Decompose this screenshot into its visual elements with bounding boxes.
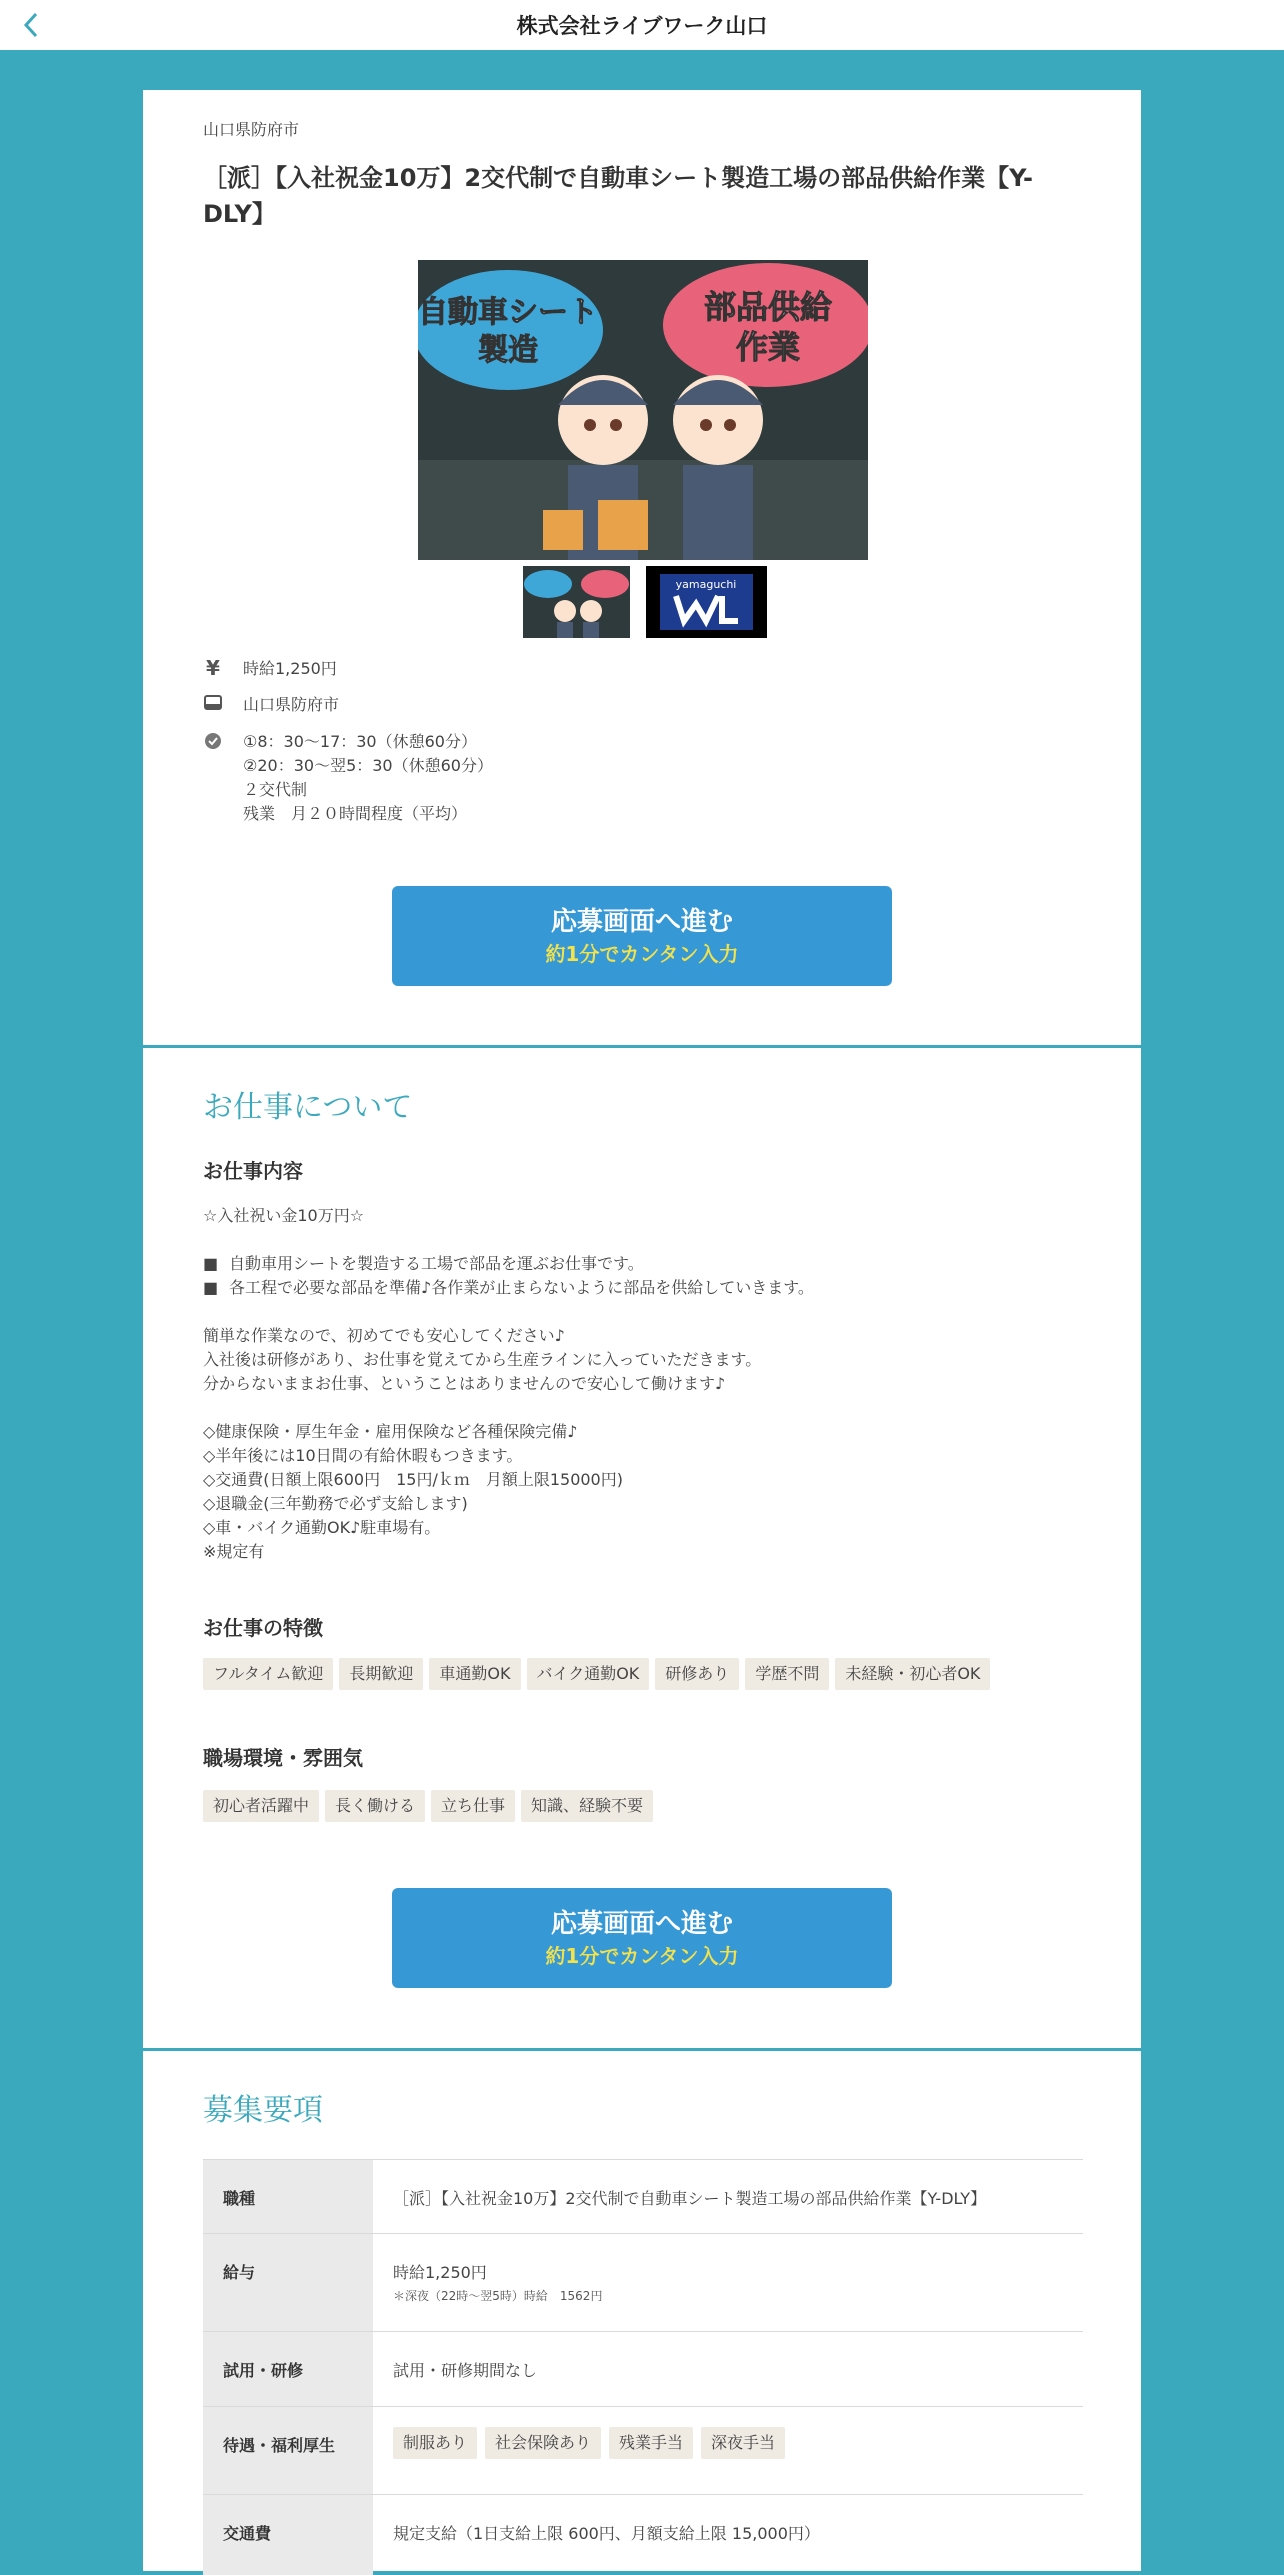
table-row <box>203 2234 1083 2332</box>
apply-button-label: 応募画面へ進む <box>550 907 733 937</box>
back-button[interactable] <box>14 8 48 42</box>
environment-tag: 知識、経験不要 <box>521 1790 653 1822</box>
job-content-heading: お仕事内容 <box>203 1159 303 1183</box>
table-row <box>203 2495 1083 2575</box>
row-label: 交通費 <box>203 2495 373 2575</box>
row-label: 試用・研修 <box>203 2332 373 2407</box>
yen-icon: ¥ <box>206 656 220 680</box>
salary-text: 時給1,250円 <box>243 659 337 678</box>
environment-heading: 職場環境・雰囲気 <box>203 1746 363 1770</box>
apply-button[interactable] <box>392 886 892 986</box>
paragraph-line: 入社後は研修があり、お仕事を覚えてから生産ラインに入っていただきます。 <box>203 1350 762 1369</box>
row-label: 給与 <box>203 2234 373 2332</box>
location-text: 山口県防府市 <box>243 695 340 714</box>
hours-line: ②20：30～翌5：30（休憩60分） <box>243 756 493 775</box>
row-value: 試用・研修期間なし <box>393 2361 538 2380</box>
feature-tag: 長期歓迎 <box>339 1658 423 1690</box>
features-heading: お仕事の特徴 <box>203 1616 323 1640</box>
apply-button[interactable] <box>392 1888 892 1988</box>
job-title: ［派］【入社祝金10万】2交代制で自動車シート製造工場の部品供給作業【Y-DLY】 <box>203 164 1033 228</box>
hours-line: 残業 月２０時間程度（平均） <box>243 804 468 823</box>
row-value: 時給1,250円 <box>393 2263 487 2282</box>
table-row <box>203 2160 1083 2234</box>
feature-tag: 車通勤OK <box>429 1658 520 1690</box>
job-region: 山口県防府市 <box>203 120 300 139</box>
benefit-line: ◇車・バイク通勤OK♪駐車場有。 <box>203 1518 441 1537</box>
clock-icon <box>203 731 223 751</box>
welfare-tag: 残業手当 <box>609 2427 693 2459</box>
welfare-tags <box>393 2407 1063 2459</box>
benefit-line: ◇退職金(三年勤務で必ず支給します) <box>203 1494 468 1513</box>
apply-button-sub: 約1分でカンタン入力 <box>545 1944 739 1968</box>
thumbnail-2-logo[interactable] <box>646 566 767 638</box>
requirements-card <box>143 2051 1141 2571</box>
environment-tags <box>203 1790 1083 1822</box>
logo-text: yamaguchi <box>675 578 737 591</box>
hours-line: ①8：30～17：30（休憩60分） <box>243 732 477 751</box>
company-name: 株式会社ライブワーク山口 <box>516 14 768 38</box>
environment-tag: 長く働ける <box>325 1790 425 1822</box>
train-icon <box>203 694 223 714</box>
paragraph-line: 分からないままお仕事、ということはありませんので安心して働けます♪ <box>203 1374 726 1393</box>
benefit-line: ◇交通費(日額上限600円 15円/ｋｍ 月額上限15000円) <box>203 1470 623 1489</box>
welfare-tag: 深夜手当 <box>701 2427 785 2459</box>
pay-note: ＊深夜（22時～翌5時）時給 1562円 <box>393 2289 603 2303</box>
apply-button-sub: 約1分でカンタン入力 <box>545 942 739 966</box>
environment-tag: 初心者活躍中 <box>203 1790 319 1822</box>
salary-row <box>203 657 337 681</box>
list-item: ■ 各工程で必要な部品を準備♪各作業が止まらないように部品を供給していきます。 <box>203 1278 814 1297</box>
requirements-table <box>203 2159 1083 2575</box>
main-job-image[interactable] <box>418 260 868 560</box>
table-row <box>203 2407 1083 2495</box>
apply-button-label: 応募画面へ進む <box>550 1909 733 1939</box>
about-job-card <box>143 1048 1141 2048</box>
bubble-left-line2: 製造 <box>478 333 538 368</box>
feature-tag: 未経験・初心者OK <box>835 1658 990 1690</box>
row-value: 規定支給（1日支給上限 600円、月額支給上限 15,000円） <box>393 2524 820 2543</box>
feature-tag: 研修あり <box>655 1658 739 1690</box>
benefit-line: ※規定有 <box>203 1542 265 1561</box>
job-summary-card <box>143 90 1141 1045</box>
feature-tag: 学歴不問 <box>745 1658 829 1690</box>
about-section-title: お仕事について <box>203 1090 413 1125</box>
bubble-right-line2: 作業 <box>735 328 801 366</box>
table-row <box>203 2332 1083 2407</box>
chevron-left-icon <box>22 12 40 38</box>
intro-text: ☆入社祝い金10万円☆ <box>203 1206 365 1225</box>
thumbnail-1[interactable] <box>523 566 630 638</box>
environment-tag: 立ち仕事 <box>431 1790 515 1822</box>
bubble-right-line1: 部品供給 <box>703 288 833 326</box>
feature-tag: バイク通勤OK <box>527 1658 650 1690</box>
row-label: 職種 <box>203 2160 373 2234</box>
requirements-section-title: 募集要項 <box>203 2093 323 2128</box>
welfare-tag: 制服あり <box>393 2427 477 2459</box>
row-label: 待遇・福利厚生 <box>203 2407 373 2495</box>
top-bar <box>0 0 1284 50</box>
list-item: ■ 自動車用シートを製造する工場で部品を運ぶお仕事です。 <box>203 1254 644 1273</box>
hours-text <box>243 730 493 826</box>
benefit-line: ◇半年後には10日間の有給休暇もつきます。 <box>203 1446 523 1465</box>
bubble-left-line1: 自動車シート <box>418 295 598 330</box>
hours-line: ２交代制 <box>243 780 308 799</box>
location-row <box>203 693 339 717</box>
hours-row <box>203 730 493 826</box>
features-tags <box>203 1658 1083 1690</box>
row-value: ［派］【入社祝金10万】2交代制で自動車シート製造工場の部品供給作業【Y-DLY】 <box>393 2189 987 2208</box>
paragraph-line: 簡単な作業なので、初めてでも安心してください♪ <box>203 1326 565 1345</box>
benefit-line: ◇健康保険・厚生年金・雇用保険など各種保険完備♪ <box>203 1422 578 1441</box>
welfare-tag: 社会保険あり <box>485 2427 601 2459</box>
job-description <box>203 1204 1083 1564</box>
feature-tag: フルタイム歓迎 <box>203 1658 333 1690</box>
